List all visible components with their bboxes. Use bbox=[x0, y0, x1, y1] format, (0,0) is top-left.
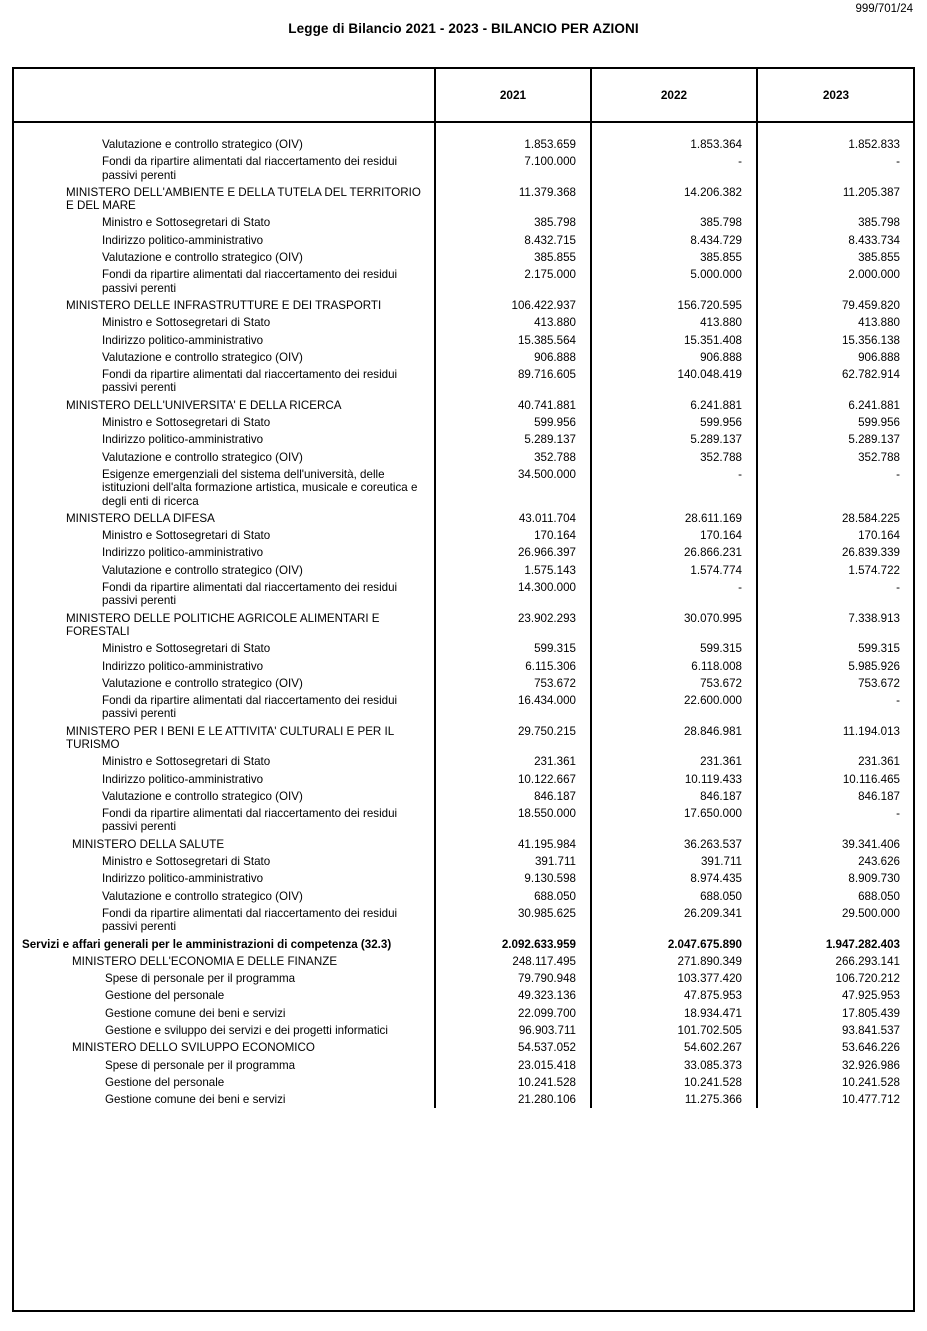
row-value-2022: 15.351.408 bbox=[591, 331, 757, 348]
row-value-2022: 10.241.528 bbox=[591, 1073, 757, 1090]
row-label: Ministro e Sottosegretari di Stato bbox=[14, 752, 435, 769]
row-value-2021: 8.432.715 bbox=[435, 231, 591, 248]
row-value-2022: 6.241.881 bbox=[591, 396, 757, 413]
row-label: MINISTERO DELLE INFRASTRUTTURE E DEI TRASPORTI bbox=[14, 296, 435, 313]
table-row bbox=[14, 887, 914, 904]
row-label: Gestione del personale bbox=[14, 1073, 435, 1090]
row-value-2022: 385.798 bbox=[591, 213, 757, 230]
row-value-2022: 413.880 bbox=[591, 313, 757, 330]
row-value-2022: 352.788 bbox=[591, 448, 757, 465]
row-value-2022: 54.602.267 bbox=[591, 1038, 757, 1055]
row-label: Gestione e sviluppo dei servizi e dei progetti informatici bbox=[14, 1021, 435, 1038]
row-value-2023: 846.187 bbox=[858, 789, 900, 803]
row-value-2023: - bbox=[896, 807, 900, 821]
table-row bbox=[14, 869, 914, 886]
column-header-label bbox=[14, 69, 435, 122]
row-value-2021: 43.011.704 bbox=[435, 509, 591, 526]
table-row bbox=[14, 1056, 914, 1073]
row-value-2022: 10.119.433 bbox=[591, 770, 757, 787]
row-value-2023: 5.985.926 bbox=[848, 659, 900, 673]
column-header-2022: 2022 bbox=[591, 69, 757, 122]
row-value-2023: 599.956 bbox=[858, 416, 900, 430]
row-value-2022: 5.289.137 bbox=[591, 430, 757, 447]
row-label: Gestione comune dei beni e servizi bbox=[14, 1004, 435, 1021]
row-value-2021: 41.195.984 bbox=[435, 835, 591, 852]
row-value-2021: 30.985.625 bbox=[435, 904, 591, 935]
row-value-2023: 753.672 bbox=[858, 676, 900, 690]
row-label: Spese di personale per il programma bbox=[14, 969, 435, 986]
row-value-2021: 7.100.000 bbox=[435, 152, 591, 183]
row-value-2023: 5.289.137 bbox=[848, 433, 900, 447]
row-value-2023: 106.720.212 bbox=[835, 972, 900, 986]
table-row bbox=[14, 1004, 914, 1021]
row-label: Fondi da ripartire alimentati dal riaccertamento dei residui passivi perenti bbox=[14, 578, 435, 609]
row-label: Valutazione e controllo strategico (OIV) bbox=[14, 448, 435, 465]
row-value-2022: 156.720.595 bbox=[591, 296, 757, 313]
table-row bbox=[14, 852, 914, 869]
row-value-2022: 28.611.169 bbox=[591, 509, 757, 526]
row-value-2021: 6.115.306 bbox=[435, 657, 591, 674]
row-value-2021: 385.798 bbox=[435, 213, 591, 230]
row-value-2021: 21.280.106 bbox=[435, 1090, 591, 1107]
page-reference: 999/701/24 bbox=[855, 3, 913, 15]
row-value-2022: - bbox=[591, 152, 757, 183]
row-label: Indirizzo politico-amministrativo bbox=[14, 231, 435, 248]
row-label: Gestione del personale bbox=[14, 986, 435, 1003]
row-value-2023: 385.798 bbox=[858, 216, 900, 230]
table-row bbox=[14, 752, 914, 769]
row-value-2021: 29.750.215 bbox=[435, 722, 591, 753]
row-value-2023: 15.356.138 bbox=[841, 333, 900, 347]
row-value-2023: 26.839.339 bbox=[841, 546, 900, 560]
row-value-2023: 7.338.913 bbox=[848, 611, 900, 625]
table-row bbox=[14, 465, 914, 509]
row-value-2023: 413.880 bbox=[858, 316, 900, 330]
row-value-2022: 753.672 bbox=[591, 674, 757, 691]
row-value-2022: - bbox=[591, 578, 757, 609]
row-value-2021: 1.853.659 bbox=[435, 135, 591, 152]
row-value-2023: 28.584.225 bbox=[841, 511, 900, 525]
row-label: Ministro e Sottosegretari di Stato bbox=[14, 526, 435, 543]
table-row bbox=[14, 904, 914, 935]
row-value-2022: 140.048.419 bbox=[591, 365, 757, 396]
row-value-2023: 62.782.914 bbox=[841, 368, 900, 382]
row-label: Ministro e Sottosegretari di Stato bbox=[14, 639, 435, 656]
row-value-2022: 231.361 bbox=[591, 752, 757, 769]
row-value-2023: 53.646.226 bbox=[841, 1041, 900, 1055]
table-row bbox=[14, 183, 914, 214]
row-value-2023: 29.500.000 bbox=[841, 906, 900, 920]
row-label: Fondi da ripartire alimentati dal riaccertamento dei residui passivi perenti bbox=[14, 691, 435, 722]
row-value-2022: 14.206.382 bbox=[591, 183, 757, 214]
table-header bbox=[14, 69, 914, 122]
row-label: Ministro e Sottosegretari di Stato bbox=[14, 313, 435, 330]
budget-table bbox=[14, 69, 914, 1108]
row-value-2021: 9.130.598 bbox=[435, 869, 591, 886]
row-value-2021: 170.164 bbox=[435, 526, 591, 543]
row-value-2021: 34.500.000 bbox=[435, 465, 591, 509]
row-value-2021: 23.902.293 bbox=[435, 609, 591, 640]
row-value-2023: 599.315 bbox=[858, 642, 900, 656]
table-row bbox=[14, 835, 914, 852]
row-value-2021: 18.550.000 bbox=[435, 804, 591, 835]
row-value-2023: 688.050 bbox=[858, 889, 900, 903]
row-value-2021: 248.117.495 bbox=[435, 952, 591, 969]
row-label: Valutazione e controllo strategico (OIV) bbox=[14, 561, 435, 578]
table-row bbox=[14, 509, 914, 526]
row-value-2023: 266.293.141 bbox=[835, 954, 900, 968]
row-value-2022: 47.875.953 bbox=[591, 986, 757, 1003]
row-value-2023: 2.000.000 bbox=[848, 268, 900, 282]
row-value-2022: 30.070.995 bbox=[591, 609, 757, 640]
row-label: Indirizzo politico-amministrativo bbox=[14, 430, 435, 447]
row-value-2021: 49.323.136 bbox=[435, 986, 591, 1003]
row-value-2022: 1.853.364 bbox=[591, 135, 757, 152]
row-value-2023: 906.888 bbox=[858, 350, 900, 364]
table-row bbox=[14, 722, 914, 753]
row-value-2022: 1.574.774 bbox=[591, 561, 757, 578]
budget-table-container bbox=[12, 67, 915, 1312]
row-value-2023: 8.433.734 bbox=[848, 233, 900, 247]
row-label: Indirizzo politico-amministrativo bbox=[14, 770, 435, 787]
row-value-2021: 5.289.137 bbox=[435, 430, 591, 447]
table-row bbox=[14, 1090, 914, 1107]
column-header-2021: 2021 bbox=[435, 69, 591, 122]
row-value-2023: 352.788 bbox=[858, 450, 900, 464]
row-value-2022: 170.164 bbox=[591, 526, 757, 543]
row-label: MINISTERO DELL'ECONOMIA E DELLE FINANZE bbox=[14, 952, 435, 969]
table-row bbox=[14, 313, 914, 330]
row-value-2021: 79.790.948 bbox=[435, 969, 591, 986]
table-row bbox=[14, 396, 914, 413]
row-label: MINISTERO DELL'AMBIENTE E DELLA TUTELA DEL TERRITORIO E DEL MARE bbox=[14, 183, 435, 214]
row-label: Indirizzo politico-amministrativo bbox=[14, 869, 435, 886]
row-value-2022: 391.711 bbox=[591, 852, 757, 869]
table-row bbox=[14, 804, 914, 835]
row-value-2021: 10.241.528 bbox=[435, 1073, 591, 1090]
row-label: Servizi e affari generali per le amministrazioni di competenza (32.3) bbox=[14, 935, 435, 952]
table-row bbox=[14, 986, 914, 1003]
row-label: Valutazione e controllo strategico (OIV) bbox=[14, 787, 435, 804]
row-value-2021: 753.672 bbox=[435, 674, 591, 691]
row-label: Valutazione e controllo strategico (OIV) bbox=[14, 674, 435, 691]
row-label: Ministro e Sottosegretari di Stato bbox=[14, 213, 435, 230]
row-label: Indirizzo politico-amministrativo bbox=[14, 331, 435, 348]
row-label: Fondi da ripartire alimentati dal riaccertamento dei residui passivi perenti bbox=[14, 904, 435, 935]
row-value-2022: 2.047.675.890 bbox=[591, 935, 757, 952]
row-label: MINISTERO PER I BENI E LE ATTIVITA' CULTURALI E PER IL TURISMO bbox=[14, 722, 435, 753]
row-label: Spese di personale per il programma bbox=[14, 1056, 435, 1073]
row-value-2022: 26.209.341 bbox=[591, 904, 757, 935]
row-value-2023: 79.459.820 bbox=[841, 298, 900, 312]
row-value-2021: 906.888 bbox=[435, 348, 591, 365]
row-value-2023: 10.477.712 bbox=[841, 1093, 900, 1107]
table-row bbox=[14, 787, 914, 804]
row-value-2022: 18.934.471 bbox=[591, 1004, 757, 1021]
row-value-2023: - bbox=[896, 467, 900, 481]
row-value-2021: 385.855 bbox=[435, 248, 591, 265]
table-row bbox=[14, 296, 914, 313]
table-row bbox=[14, 231, 914, 248]
row-label: Gestione comune dei beni e servizi bbox=[14, 1090, 435, 1107]
row-value-2022: 385.855 bbox=[591, 248, 757, 265]
row-value-2022: 8.434.729 bbox=[591, 231, 757, 248]
table-row bbox=[14, 152, 914, 183]
row-value-2021: 2.175.000 bbox=[435, 265, 591, 296]
row-value-2021: 106.422.937 bbox=[435, 296, 591, 313]
row-value-2022: 36.263.537 bbox=[591, 835, 757, 852]
row-value-2021: 413.880 bbox=[435, 313, 591, 330]
row-label: MINISTERO DELLE POLITICHE AGRICOLE ALIMENTARI E FORESTALI bbox=[14, 609, 435, 640]
table-row bbox=[14, 448, 914, 465]
table-row bbox=[14, 561, 914, 578]
row-value-2023: - bbox=[896, 155, 900, 169]
table-row bbox=[14, 365, 914, 396]
row-label: Ministro e Sottosegretari di Stato bbox=[14, 413, 435, 430]
row-value-2023: 11.205.387 bbox=[842, 185, 900, 199]
row-value-2021: 26.966.397 bbox=[435, 543, 591, 560]
row-label: Esigenze emergenziali del sistema dell'università, delle istituzioni dell'alta formazione artistica, musicale e coreutica e degli enti di ricerca bbox=[14, 465, 435, 509]
table-row bbox=[14, 952, 914, 969]
row-label: MINISTERO DELLA SALUTE bbox=[14, 835, 435, 852]
row-value-2023: 243.626 bbox=[858, 855, 900, 869]
row-value-2022: 103.377.420 bbox=[591, 969, 757, 986]
row-value-2021: 96.903.711 bbox=[435, 1021, 591, 1038]
table-row bbox=[14, 265, 914, 296]
table-body bbox=[14, 122, 914, 1108]
table-row bbox=[14, 1021, 914, 1038]
row-value-2021: 846.187 bbox=[435, 787, 591, 804]
table-row bbox=[14, 609, 914, 640]
table-row bbox=[14, 348, 914, 365]
row-value-2022: 8.974.435 bbox=[591, 869, 757, 886]
row-value-2021: 22.099.700 bbox=[435, 1004, 591, 1021]
table-row bbox=[14, 1038, 914, 1055]
row-label: MINISTERO DELLO SVILUPPO ECONOMICO bbox=[14, 1038, 435, 1055]
row-value-2021: 89.716.605 bbox=[435, 365, 591, 396]
table-row bbox=[14, 639, 914, 656]
row-value-2022: - bbox=[591, 465, 757, 509]
row-value-2021: 11.379.368 bbox=[435, 183, 591, 214]
row-value-2022: 17.650.000 bbox=[591, 804, 757, 835]
table-row bbox=[14, 674, 914, 691]
row-value-2023: 32.926.986 bbox=[841, 1058, 900, 1072]
column-header-2023: 2023 bbox=[757, 69, 914, 122]
row-value-2023: - bbox=[896, 694, 900, 708]
row-label: MINISTERO DELL'UNIVERSITA' E DELLA RICERCA bbox=[14, 396, 435, 413]
table-row bbox=[14, 657, 914, 674]
table-row bbox=[14, 413, 914, 430]
page-title: Legge di Bilancio 2021 - 2023 - BILANCIO PER AZIONI bbox=[288, 21, 639, 36]
row-value-2021: 16.434.000 bbox=[435, 691, 591, 722]
table-spacer-row bbox=[14, 122, 914, 135]
row-value-2021: 391.711 bbox=[435, 852, 591, 869]
row-value-2021: 10.122.667 bbox=[435, 770, 591, 787]
table-row bbox=[14, 248, 914, 265]
row-value-2023: 11.194.013 bbox=[842, 724, 900, 738]
row-value-2023: 170.164 bbox=[858, 529, 900, 543]
row-value-2023: - bbox=[896, 581, 900, 595]
row-value-2023: 1.852.833 bbox=[848, 138, 900, 151]
row-label: Valutazione e controllo strategico (OIV) bbox=[14, 248, 435, 265]
row-value-2021: 352.788 bbox=[435, 448, 591, 465]
row-value-2022: 599.315 bbox=[591, 639, 757, 656]
table-row bbox=[14, 526, 914, 543]
row-value-2021: 15.385.564 bbox=[435, 331, 591, 348]
table-row bbox=[14, 135, 914, 152]
row-value-2022: 6.118.008 bbox=[591, 657, 757, 674]
row-value-2023: 39.341.406 bbox=[841, 837, 900, 851]
table-row bbox=[14, 213, 914, 230]
row-value-2022: 5.000.000 bbox=[591, 265, 757, 296]
row-value-2022: 11.275.366 bbox=[591, 1090, 757, 1107]
table-row bbox=[14, 969, 914, 986]
table-row bbox=[14, 691, 914, 722]
row-value-2023: 385.855 bbox=[858, 251, 900, 265]
row-value-2022: 271.890.349 bbox=[591, 952, 757, 969]
row-value-2022: 906.888 bbox=[591, 348, 757, 365]
row-value-2021: 14.300.000 bbox=[435, 578, 591, 609]
row-value-2021: 231.361 bbox=[435, 752, 591, 769]
row-value-2022: 688.050 bbox=[591, 887, 757, 904]
row-value-2021: 23.015.418 bbox=[435, 1056, 591, 1073]
row-value-2021: 2.092.633.959 bbox=[435, 935, 591, 952]
row-label: Indirizzo politico-amministrativo bbox=[14, 657, 435, 674]
row-label: MINISTERO DELLA DIFESA bbox=[14, 509, 435, 526]
row-label: Valutazione e controllo strategico (OIV) bbox=[14, 135, 435, 152]
table-row bbox=[14, 430, 914, 447]
row-value-2022: 26.866.231 bbox=[591, 543, 757, 560]
row-value-2023: 231.361 bbox=[858, 755, 900, 769]
row-value-2022: 28.846.981 bbox=[591, 722, 757, 753]
table-row bbox=[14, 331, 914, 348]
row-value-2021: 40.741.881 bbox=[435, 396, 591, 413]
row-value-2023: 8.909.730 bbox=[848, 872, 900, 886]
row-label: Fondi da ripartire alimentati dal riaccertamento dei residui passivi perenti bbox=[14, 265, 435, 296]
row-label: Indirizzo politico-amministrativo bbox=[14, 543, 435, 560]
row-value-2022: 599.956 bbox=[591, 413, 757, 430]
row-value-2021: 1.575.143 bbox=[435, 561, 591, 578]
row-value-2023: 1.947.282.403 bbox=[825, 937, 900, 951]
table-row bbox=[14, 935, 914, 952]
row-value-2022: 22.600.000 bbox=[591, 691, 757, 722]
row-value-2023: 10.116.465 bbox=[842, 772, 900, 786]
row-label: Fondi da ripartire alimentati dal riaccertamento dei residui passivi perenti bbox=[14, 365, 435, 396]
table-row bbox=[14, 543, 914, 560]
row-label: Ministro e Sottosegretari di Stato bbox=[14, 852, 435, 869]
row-label: Valutazione e controllo strategico (OIV) bbox=[14, 348, 435, 365]
row-value-2021: 688.050 bbox=[435, 887, 591, 904]
row-value-2023: 93.841.537 bbox=[841, 1024, 900, 1038]
row-value-2022: 33.085.373 bbox=[591, 1056, 757, 1073]
row-value-2021: 599.956 bbox=[435, 413, 591, 430]
row-label: Fondi da ripartire alimentati dal riaccertamento dei residui passivi perenti bbox=[14, 804, 435, 835]
table-row bbox=[14, 1073, 914, 1090]
table-row bbox=[14, 578, 914, 609]
row-label: Fondi da ripartire alimentati dal riaccertamento dei residui passivi perenti bbox=[14, 152, 435, 183]
row-value-2023: 17.805.439 bbox=[841, 1006, 900, 1020]
row-value-2023: 1.574.722 bbox=[848, 563, 900, 577]
row-value-2023: 6.241.881 bbox=[848, 398, 900, 412]
row-value-2022: 101.702.505 bbox=[591, 1021, 757, 1038]
row-value-2021: 599.315 bbox=[435, 639, 591, 656]
table-header-row bbox=[14, 69, 914, 122]
row-value-2023: 47.925.953 bbox=[841, 989, 900, 1003]
row-label: Valutazione e controllo strategico (OIV) bbox=[14, 887, 435, 904]
table-row bbox=[14, 770, 914, 787]
row-value-2022: 846.187 bbox=[591, 787, 757, 804]
row-value-2021: 54.537.052 bbox=[435, 1038, 591, 1055]
row-value-2023: 10.241.528 bbox=[841, 1075, 900, 1089]
